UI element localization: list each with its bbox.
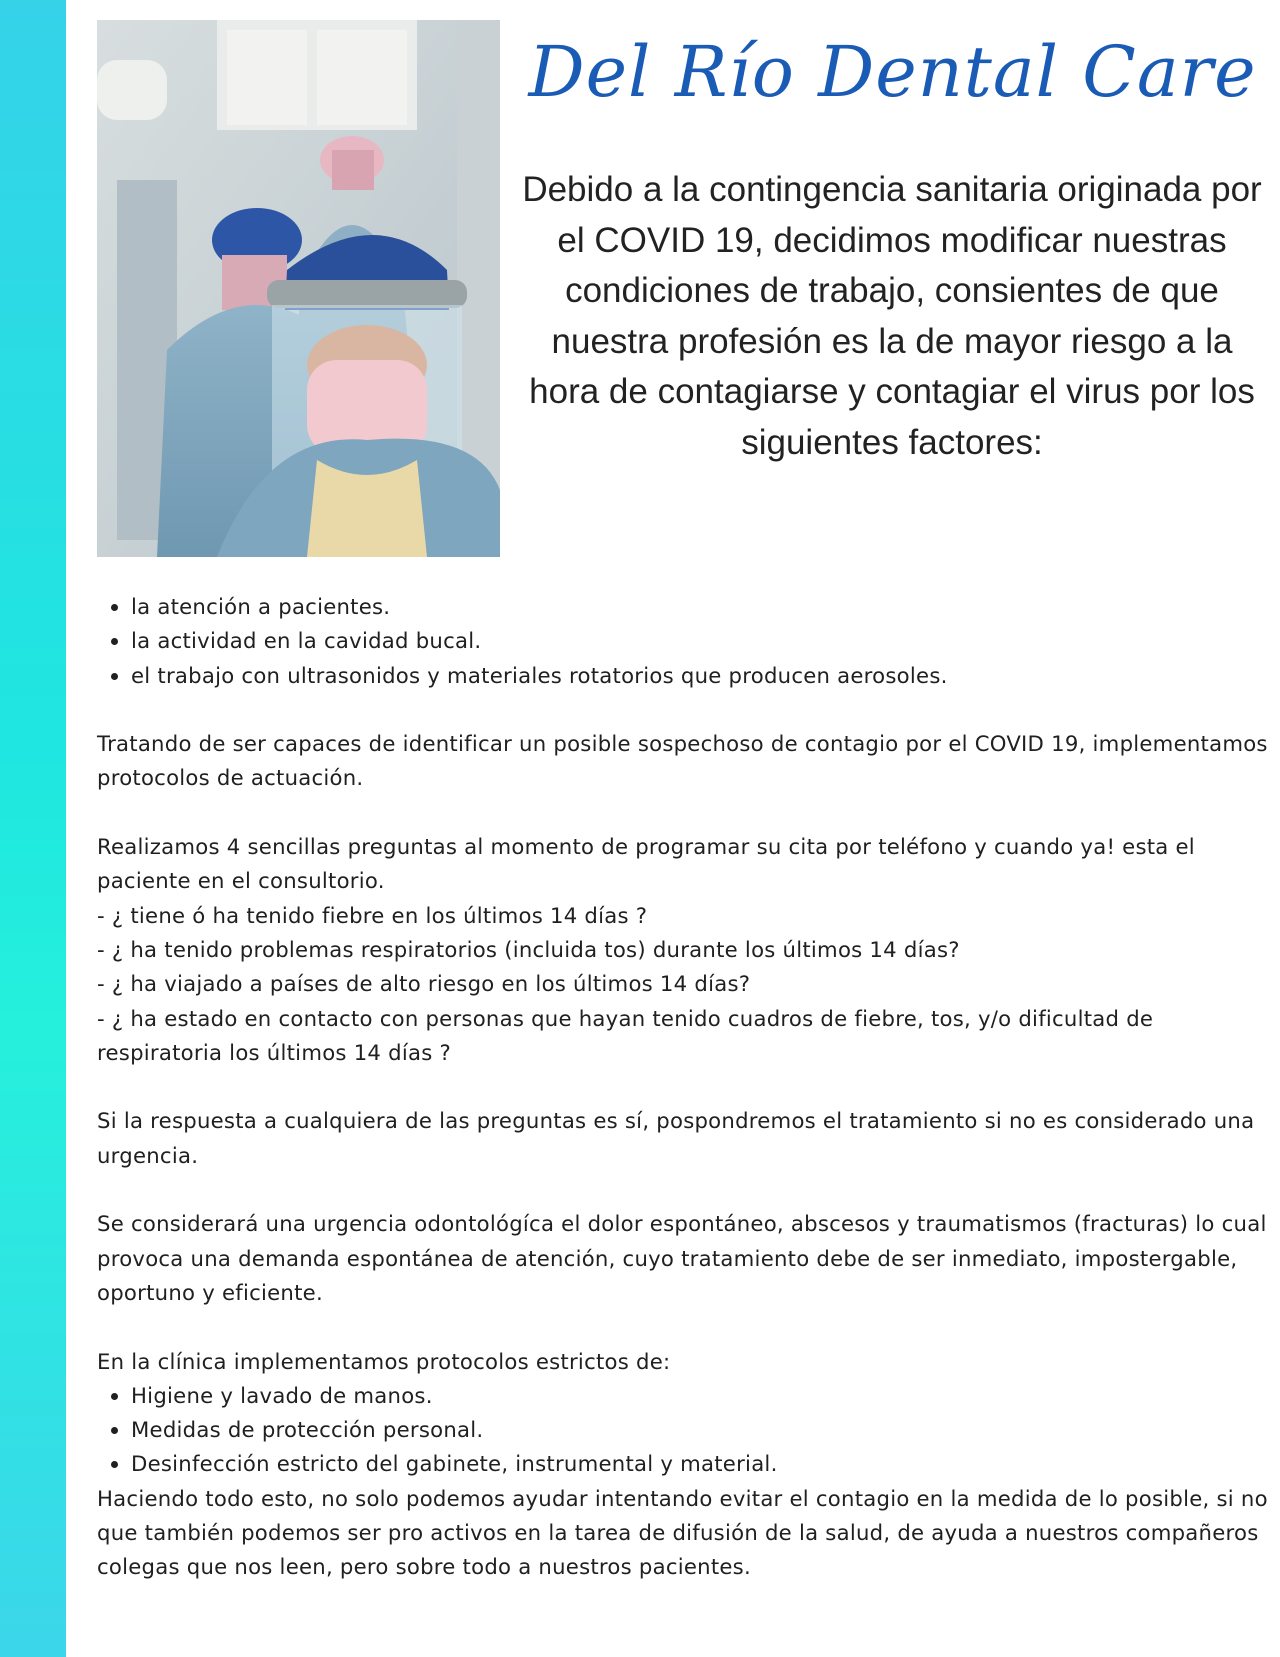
list-item: • el trabajo con ultrasonidos y materiales rotatorios que producen aerosoles.	[131, 659, 1272, 693]
factors-list	[97, 590, 1272, 693]
question-item: - ¿ ha viajado a países de alto riesgo en los últimos 14 días?	[97, 971, 751, 997]
list-item: • Higiene y lavado de manos.	[131, 1379, 1272, 1413]
clinic-name: Del Río Dental Care	[528, 31, 1257, 113]
intro-paragraph: Debido a la contingencia sanitaria originada por el COVID 19, decidimos modificar nuestras condiciones de trabajo, consientes de que nuestra profesión es la de mayor riesgo a la hora de contagiarse y contagiar el virus por los siguientes factores:	[522, 170, 1262, 462]
question-item: - ¿ ha estado en contacto con personas que hayan tenido cuadros de fiebre, tos, y/o dificultad de respiratoria los últimos 14 días ?	[97, 1005, 1154, 1065]
body-text	[97, 590, 1272, 1585]
staff-photo	[97, 20, 500, 557]
clinic-protocols-list	[97, 1379, 1272, 1482]
urgency-paragraph: Se considerará una urgencia odontológíca el dolor espontáneo, abscesos y traumatismos (fracturas) lo cual provoca una demanda espontánea de atención, cuyo tratamiento debe de ser inmediato, impostergable, oportuno y eficiente.	[97, 1211, 1267, 1305]
list-item: • Desinfección estricto del gabinete, instrumental y material.	[131, 1447, 1272, 1481]
questions-intro: Realizamos 4 sencillas preguntas al momento de programar su cita por teléfono y cuando ya! esta el paciente en el consultorio.	[97, 834, 1195, 894]
clinic-protocols-intro: En la clínica implementamos protocolos estrictos de:	[97, 1348, 671, 1374]
closing-paragraph: Haciendo todo esto, no solo podemos ayudar intentando evitar el contagio en la medida de lo posible, si no que también podemos ser pro activos en la tarea de difusión de la salud, de ayuda a nuestros compañeros colegas que nos leen, pero sobre todo a nuestros pacientes.	[97, 1485, 1268, 1580]
question-item: - ¿ tiene ó ha tenido fiebre en los últimos 14 días ?	[97, 902, 648, 928]
side-accent-bar	[0, 0, 66, 1657]
protocols-paragraph: Tratando de ser capaces de identificar un posible sospechoso de contagio por el COVID 19, implementamos protocolos de actuación.	[97, 731, 1268, 791]
question-item: - ¿ ha tenido problemas respiratorios (incluida tos) durante los últimos 14 días?	[97, 936, 960, 962]
list-item: • Medidas de protección personal.	[131, 1413, 1272, 1447]
postpone-paragraph: Si la respuesta a cualquiera de las preguntas es sí, pospondremos el tratamiento si no es considerado una urgencia.	[97, 1108, 1255, 1168]
list-item: • la actividad en la cavidad bucal.	[131, 624, 1272, 658]
list-item: • la atención a pacientes.	[131, 590, 1272, 624]
